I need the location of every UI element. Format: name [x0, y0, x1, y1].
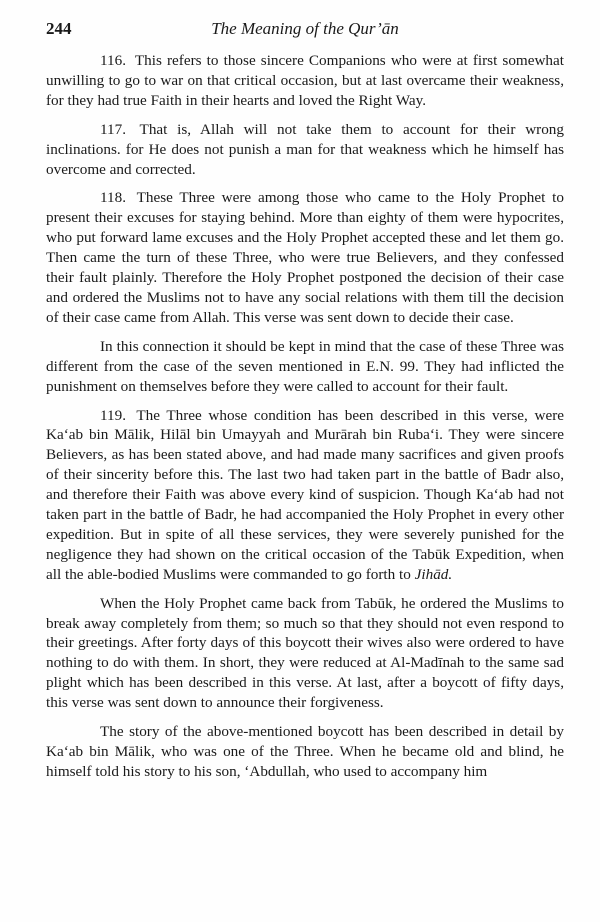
paragraph-text: The story of the above-mentioned boycott has been described in detail by Ka‘ab bin Mālik, who was one of the Three. When he became old and blind, he himself told his story to his son, ‘Abdullah, who used to accompany him	[46, 723, 564, 780]
note-number: 117.	[100, 120, 127, 138]
page-header	[46, 17, 564, 41]
note-number: 118.	[100, 189, 127, 207]
page-number: 244	[46, 19, 72, 38]
note-text: The Three whose condition has been described in this verse, were Ka‘ab bin Mālik, Hilāl bin Umayyah and Murārah bin Ruba‘i. They were sincere Believers, as has been stated above, and had made many sacrifices and given proofs of their sincerity before this. The last two had taken part in the battle of Badr also, and therefore their Faith was above every kind of suspicion. Though Ka‘ab had not taken part in the battle of Badr, he had accompanied the Holy Prophet in every other expedition. But in spite of all these services, they were severely punished for the negligence they had shown on the critical occasion of the Tabūk Expedition, when all the able-bodied Muslims were commanded to go forth to	[46, 406, 564, 583]
italic-term: Jihād.	[414, 565, 453, 583]
note-number: 119.	[100, 406, 127, 424]
note-text: These Three were among those who came to the Holy Prophet to present their excuses for staying behind. More than eighty of them were hypocrites, who put forward lame excuses and the Holy Prophet accepted these and let them go. Then came the turn of these Three, who were true Believers, and they confessed their fault plainly. Therefore the Holy Prophet postponed the decision of their case and ordered the Muslims not to have any social relations with them till the decision of their case came from Allah. This verse was sent down to decide their case.	[46, 189, 564, 326]
note-text: This refers to those sincere Companions who were at first somewhat unwilling to go to war on that critical occasion, but at last overcame their weakness, for they had true Faith in their hearts and loved the Right Way.	[46, 52, 564, 109]
running-title: The Meaning of the Qur’ān	[211, 19, 399, 38]
note-number: 116.	[100, 52, 127, 69]
footnote-118-continuation	[46, 337, 564, 397]
footnote-116	[46, 51, 564, 111]
paragraph-text: In this connection it should be kept in mind that the case of these Three was different from the case of the seven mentioned in E.N. 99. They had inflicted the punishment on themselves before they were called to account for their fault.	[46, 337, 564, 395]
footnote-117	[46, 120, 564, 180]
note-text: That is, Allah will not take them to account for their wrong inclinations. for He does not punish a man for that weakness which he himself has overcome and corrected.	[46, 120, 564, 178]
footnote-119	[46, 406, 564, 585]
footnote-119-continuation-2	[46, 722, 564, 782]
footnote-118	[46, 188, 564, 327]
body-text	[46, 51, 564, 791]
footnote-119-continuation-1	[46, 594, 564, 713]
paragraph-text: When the Holy Prophet came back from Tabūk, he ordered the Muslims to break away completely from them; so much so that they should not even respond to their greetings. After forty days of this boycott their wives also were ordered to have nothing to do with them. In short, they were reduced at Al-Madīnah to the same sad plight which has been described in this verse. At last, after a boycott of fifty days, this verse was sent down to announce their forgiveness.	[46, 594, 564, 712]
